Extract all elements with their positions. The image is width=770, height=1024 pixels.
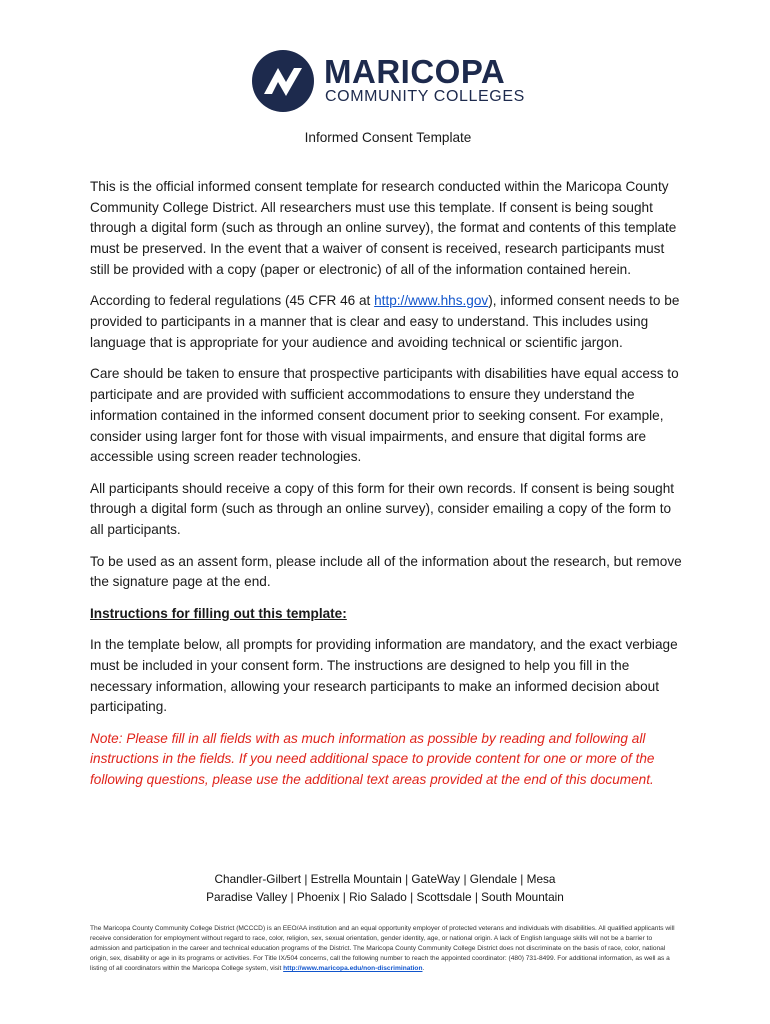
disclaimer-end: . xyxy=(422,965,425,972)
paragraph-copies: All participants should receive a copy of this form for their own records. If consent is being sought through a digital form (such as through an online survey), consider emailing a copy of the form to all participants. xyxy=(90,480,675,538)
paragraph-federal-regulations xyxy=(90,291,686,353)
hhs-link[interactable]: http://www.hhs.gov xyxy=(374,293,489,309)
paragraph-disabilities: Care should be taken to ensure that prospective participants with disabilities have equal access to participate and are provided with sufficient accommodations to ensure they understand the information contained in the informed consent document prior to seeking consent. For example, consider using larger font for those with visual impairments, and ensure that digital forms are accessible using screen reader technologies. xyxy=(90,366,679,465)
disclaimer-text: The Maricopa County Community College District (MCCCD) is an EEO/AA institution and an equal opportunity employer of protected veterans and individuals with disabilities. All qualified applicants will receive consideration for employment without regard to race, color, religion, sex, sexual orientation, gender identity, age, or national origin. A lack of English language skills will not be a barrier to admission and participation in the career and technical education programs of the District. The Maricopa County Community College District does not discriminate on the basis of race, color, national origin, sex, disability or age in its programs or activities. For Title IX/504 concerns, call the following number to reach the appointed coordinator: (480) 731-8499. For additional information, as well as a listing of all coordinators within the Maricopa College system, visit xyxy=(90,925,675,972)
maricopa-logo-mark-icon xyxy=(250,48,316,114)
logo-name: MARICOPA xyxy=(324,53,506,90)
logo-subtitle: COMMUNITY COLLEGES xyxy=(325,88,525,105)
paragraph-federal-text-before: According to federal regulations (45 CFR 46 at xyxy=(90,293,375,309)
paragraph-instructions: In the template below, all prompts for providing information are mandatory, and the exact verbiage must be included in your consent form. The instructions are designed to help you fill in the necessary information, allowing your research participants to make an informed decision about participating. xyxy=(90,636,678,715)
footer-disclaimer xyxy=(90,924,680,974)
campus-line-1: Chandler-Gilbert | Estrella Mountain | GateWay | Glendale | Mesa xyxy=(214,872,556,886)
document-body xyxy=(90,128,686,791)
document-title: Informed Consent Template xyxy=(304,130,472,145)
paragraph-assent-form: To be used as an assent form, please include all of the information about the research, but remove the signature page at the end. xyxy=(90,553,682,590)
note-text: Note: Please fill in all fields with as much information as possible by reading and following all instructions in the fields. If you need additional space to provide content for one or more of the following questions, please use the additional text areas provided at the end of this document. xyxy=(90,730,655,788)
campus-line-2: Paradise Valley | Phoenix | Rio Salado | Scottsdale | South Mountain xyxy=(206,890,564,904)
paragraph-official-template: This is the official informed consent template for research conducted within the Maricopa County Community College District. All researchers must use this template. If consent is being sought through a digital form (such as through an online survey), the format and contents of this template must be preserved. In the event that a waiver of consent is received, research participants must still be provided with a copy (paper or electronic) of all of the information contained herein. xyxy=(90,178,677,277)
instructions-heading: Instructions for filling out this template: xyxy=(90,605,347,621)
non-discrimination-link[interactable]: http://www.maricopa.edu/non-discrimination xyxy=(283,965,423,972)
paragraph-federal-text-after: ), informed consent needs to be provided to participants in a manner that is clear and easy to understand. This includes using language that is appropriate for your audience and avoiding technical or scientific jargon. xyxy=(90,293,680,350)
campus-list xyxy=(0,870,770,906)
maricopa-logo xyxy=(250,48,525,114)
